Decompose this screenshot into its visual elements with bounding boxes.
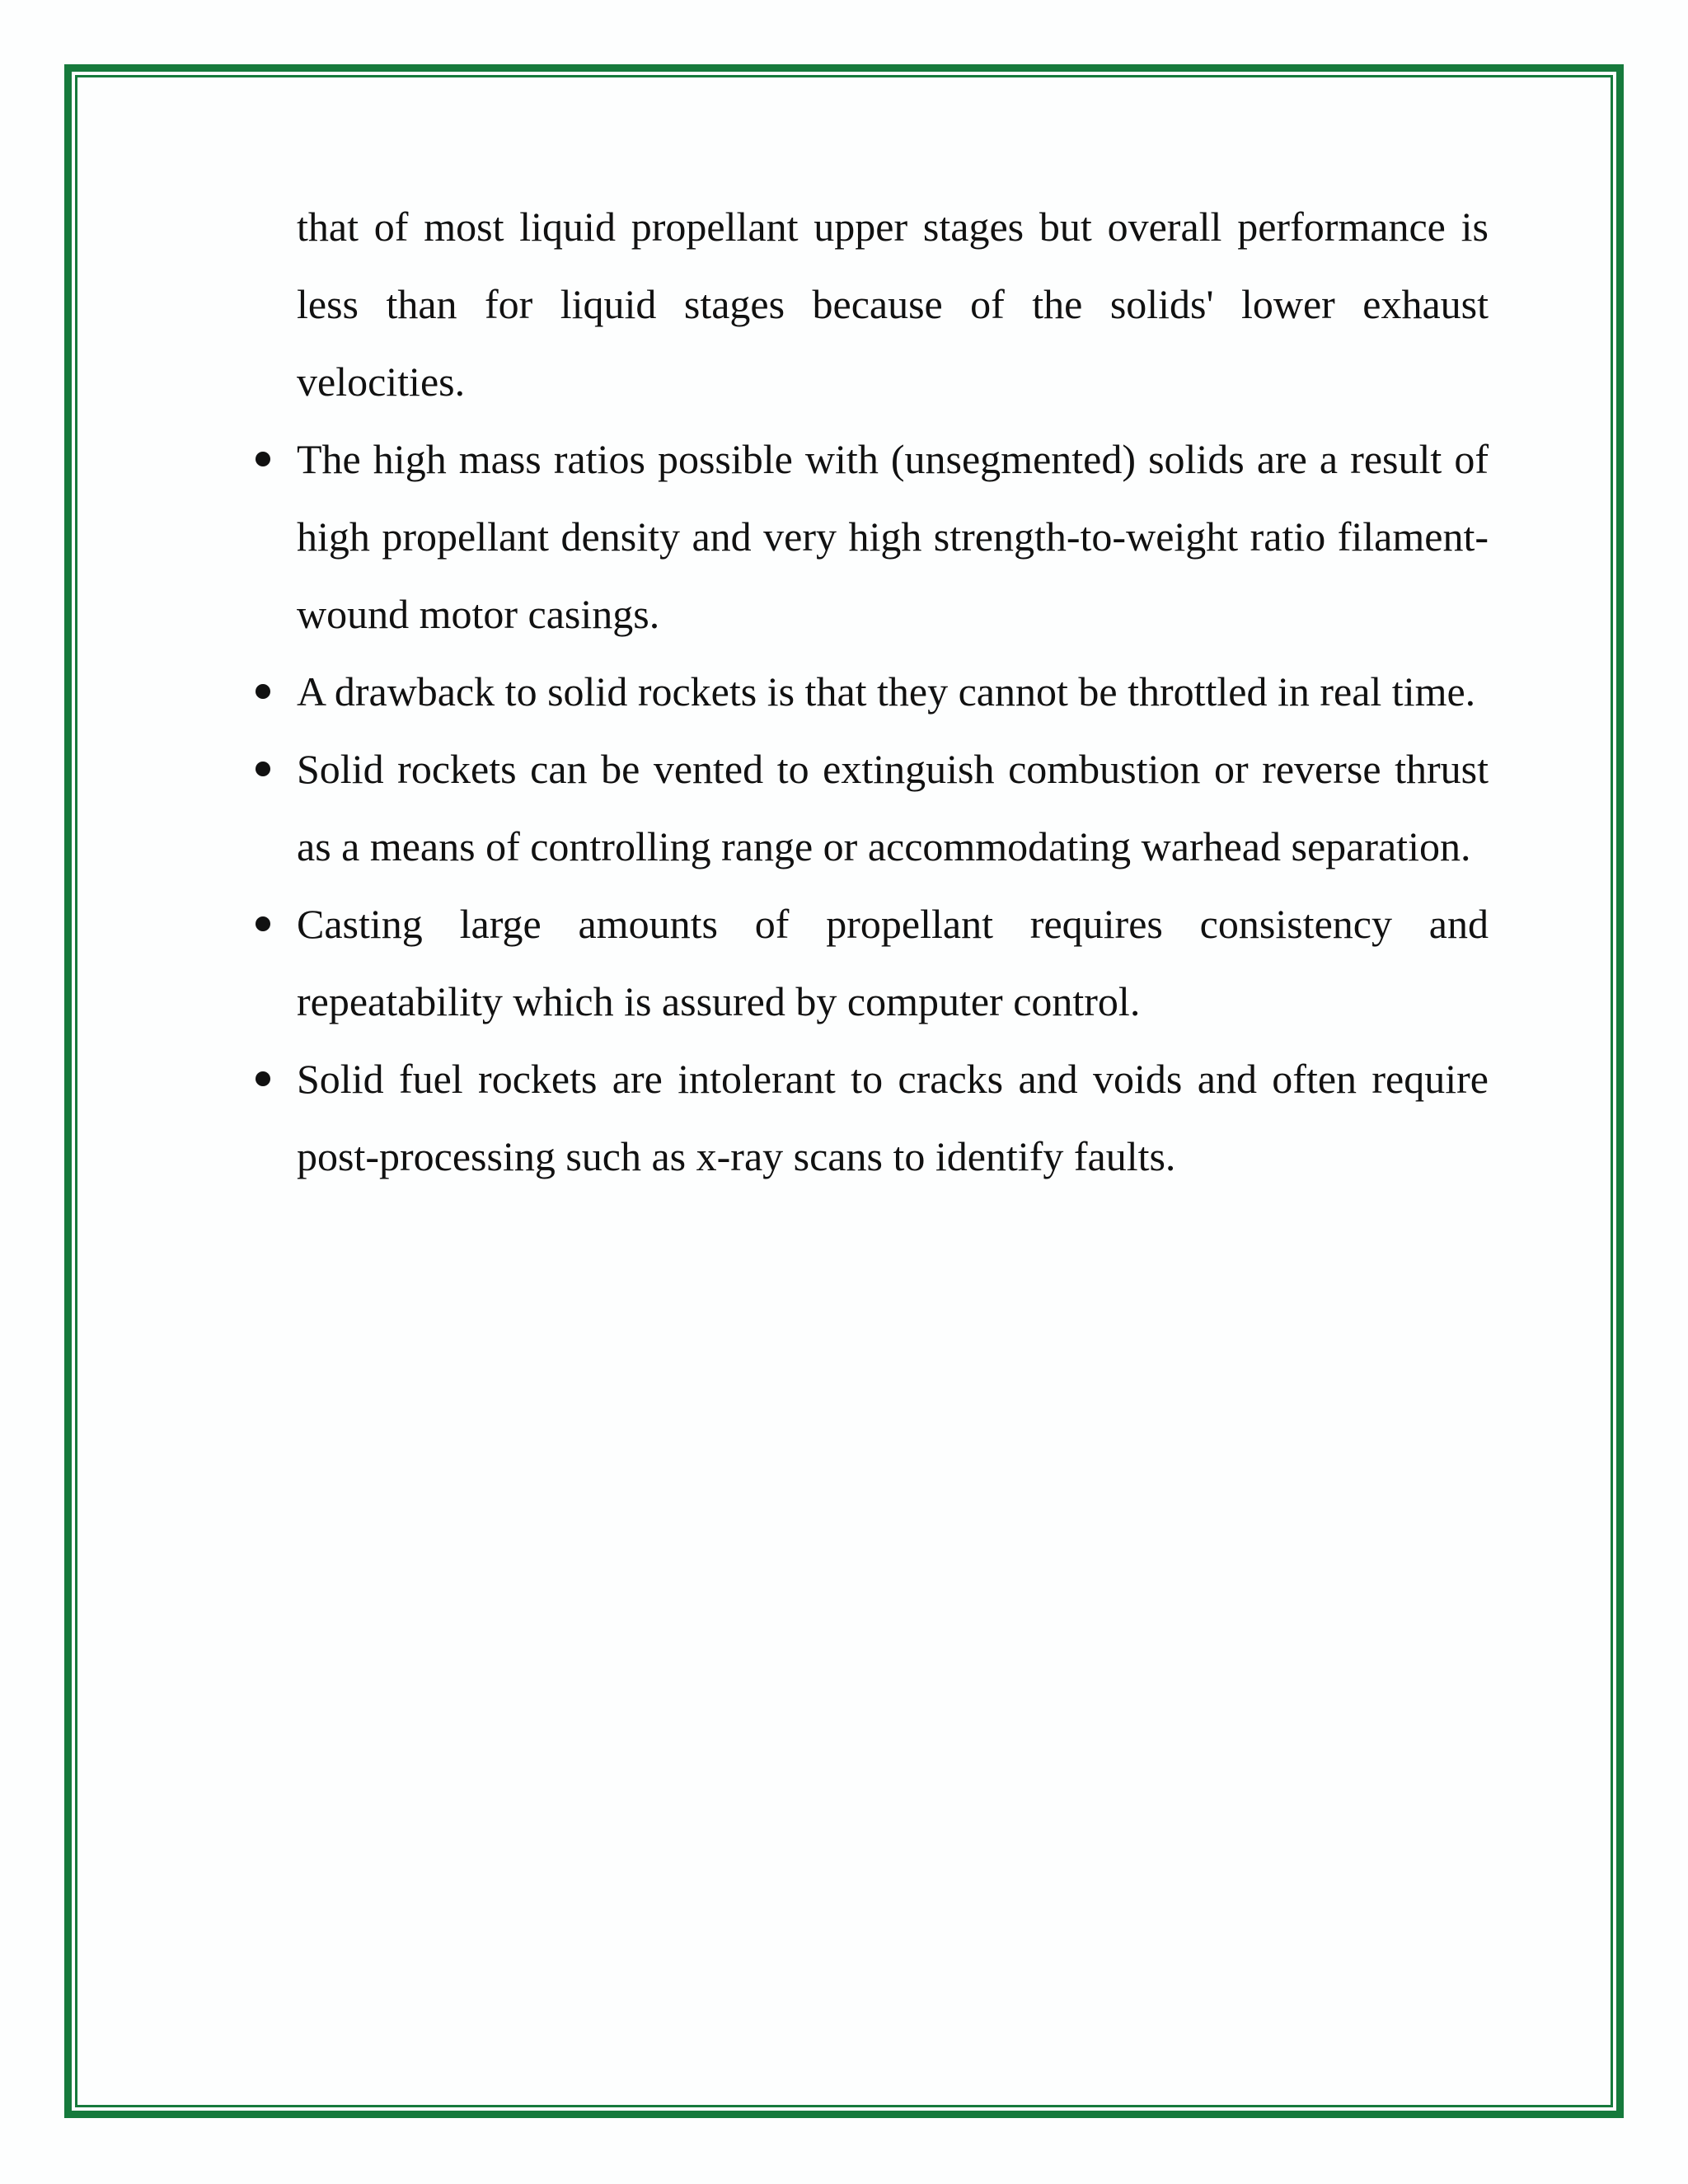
bullet-text: Casting large amounts of propellant requires consistency and repeatability which is assured by computer control. [297,901,1489,1024]
bullet-item [297,420,1489,653]
bullet-dot-icon [256,684,270,699]
bullet-item [297,1040,1489,1195]
bullet-dot-icon [256,762,270,776]
bullet-item [297,885,1489,1040]
bullet-item [297,730,1489,885]
bullet-dot-icon [256,916,270,931]
bullet-list [297,420,1489,1195]
bullet-item [297,653,1489,730]
bullet-text: Solid fuel rockets are intolerant to cracks and voids and often require post-processing such as x-ray scans to identify faults. [297,1056,1489,1179]
bullet-dot-icon [256,1071,270,1086]
continuation-paragraph: that of most liquid propellant upper stages but overall performance is less than for liquid stages because of the solids' lower exhaust velocities. [297,204,1489,405]
bullet-text: Solid rockets can be vented to extinguish combustion or reverse thrust as a means of controlling range or accommodating warhead separation. [297,746,1489,869]
bullet-text: The high mass ratios possible with (unsegmented) solids are a result of high propellant density and very high strength-to-weight ratio filament-wound motor casings. [297,436,1489,637]
page-content [297,188,1489,1195]
bullet-text: A drawback to solid rockets is that they cannot be throttled in real time. [297,668,1476,715]
bullet-dot-icon [256,452,270,466]
